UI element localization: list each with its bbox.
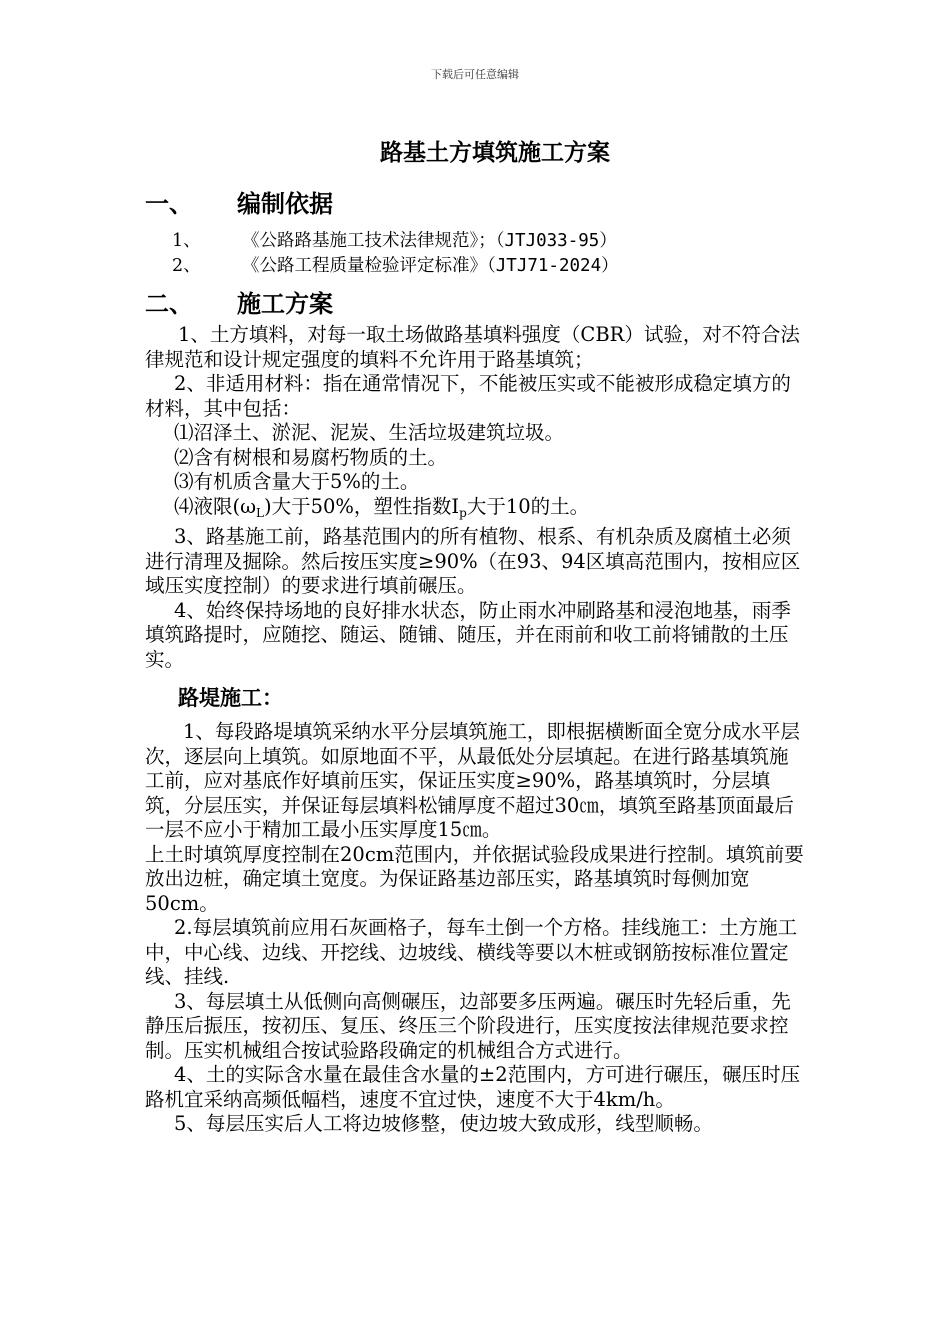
reference-text: 《公路路基施工技术法律规范》；（JTJ033-95） <box>242 231 617 251</box>
subscript: L <box>256 505 264 520</box>
list-text: ⑷液限(ω <box>174 494 257 518</box>
reference-text: 《公路工程质量检验评定标准》（JTJ71-2024） <box>242 256 619 276</box>
reference-number: 1、 <box>172 231 201 251</box>
section-label: 编制依据 <box>237 189 333 218</box>
embankment-body <box>145 720 807 1137</box>
paragraph: 4、土的实际含水量在最佳含水量的±2范围内，方可进行碾压，碾压时压路机宜采纳高频低幅档，速度不宜过快，速度不大于4km/h。 <box>145 1063 801 1111</box>
reference-number: 2、 <box>172 256 201 276</box>
subsection-heading: 路堤施工： <box>178 685 283 710</box>
paragraph: 上土时填筑厚度控制在20cm范围内，并依据试验段成果进行控制。填筑前要放出边桩，确定填土宽度。为保证路基边部压实，路基填筑时每侧加宽50cm。 <box>145 842 804 915</box>
list-item: ⑴沼泽土、淤泥、泥炭、生活垃圾建筑垃圾。 <box>174 421 565 444</box>
paragraph: 3、每层填土从低侧向高侧碾压，边部要多压两遍。碾压时先轻后重，先静压后振压，按初压、复压、终压三个阶段进行，压实度按法律规范要求控制。压实机械组合按试验路段确定的机械组合方式进行。 <box>145 989 791 1062</box>
document-title: 路基土方填筑施工方案 <box>380 139 610 166</box>
paragraph: 2.每层填筑前应用石灰画格子，每车土倒一个方格。挂线施工：土方施工中，中心线、边线、开挖线、边坡线、横线等要以木桩或钢筋按标准位置定线、挂线. <box>145 916 798 988</box>
paragraph: 4、始终保持场地的良好排水状态，防止雨水冲刷路基和浸泡地基，雨季填筑路提时，应随挖、随运、随铺、随压，并在雨前和收工前将铺散的土压实。 <box>145 598 791 671</box>
section-heading-basis <box>145 184 333 219</box>
paragraph: 3、路基施工前，路基范围内的所有植物、根系、有机杂质及腐植土必须进行清理及掘除。然后按压实度≥90%（在93、94区填高范围内，按相应区域压实度控制）的要求进行填前碾压。 <box>145 525 801 597</box>
section-number: 二、 <box>145 289 193 318</box>
list-item: ⑵含有树根和易腐朽物质的土。 <box>174 445 448 469</box>
plan-body <box>145 323 807 672</box>
paragraph: 1、土方填料，对每一取土场做路基填料强度（CBR）试验，对不符合法律规范和设计规定强度的填料不允许用于路基填筑； <box>145 323 800 371</box>
reference-item <box>172 227 617 252</box>
list-text: )大于50%，塑性指数I <box>263 494 460 518</box>
section-number: 一、 <box>145 189 193 218</box>
section-heading-plan <box>145 284 333 319</box>
list-item: ⑶有机质含量大于5%的土。 <box>174 470 420 493</box>
paragraph: 5、每层压实后人工将边坡修整，使边坡大致成形，线型顺畅。 <box>174 1112 713 1135</box>
subscript: p <box>459 505 467 520</box>
reference-item <box>172 252 619 277</box>
page-header: 下载后可任意编辑 <box>431 68 519 81</box>
paragraph: 1、每段路堤填筑采纳水平分层填筑施工，即根据横断面全宽分成水平层次，逐层向上填筑。如原地面不平，从最低处分层填起。在进行路基填筑施工前，应对基底作好填前压实，保证压实度≥90%，路基填筑时，分层填筑，分层压实，并保证每层填料松铺厚度不超过30㎝，填筑至路基顶面最后一层不应小于精加工最小压实厚度15㎝。 <box>145 720 800 841</box>
section-label: 施工方案 <box>237 289 333 318</box>
paragraph: 2、非适用材料：指在通常情况下，不能被压实或不能被形成稳定填方的材料，其中包括： <box>145 372 791 420</box>
list-text: 大于10的土。 <box>466 494 590 518</box>
list-item <box>145 495 807 526</box>
